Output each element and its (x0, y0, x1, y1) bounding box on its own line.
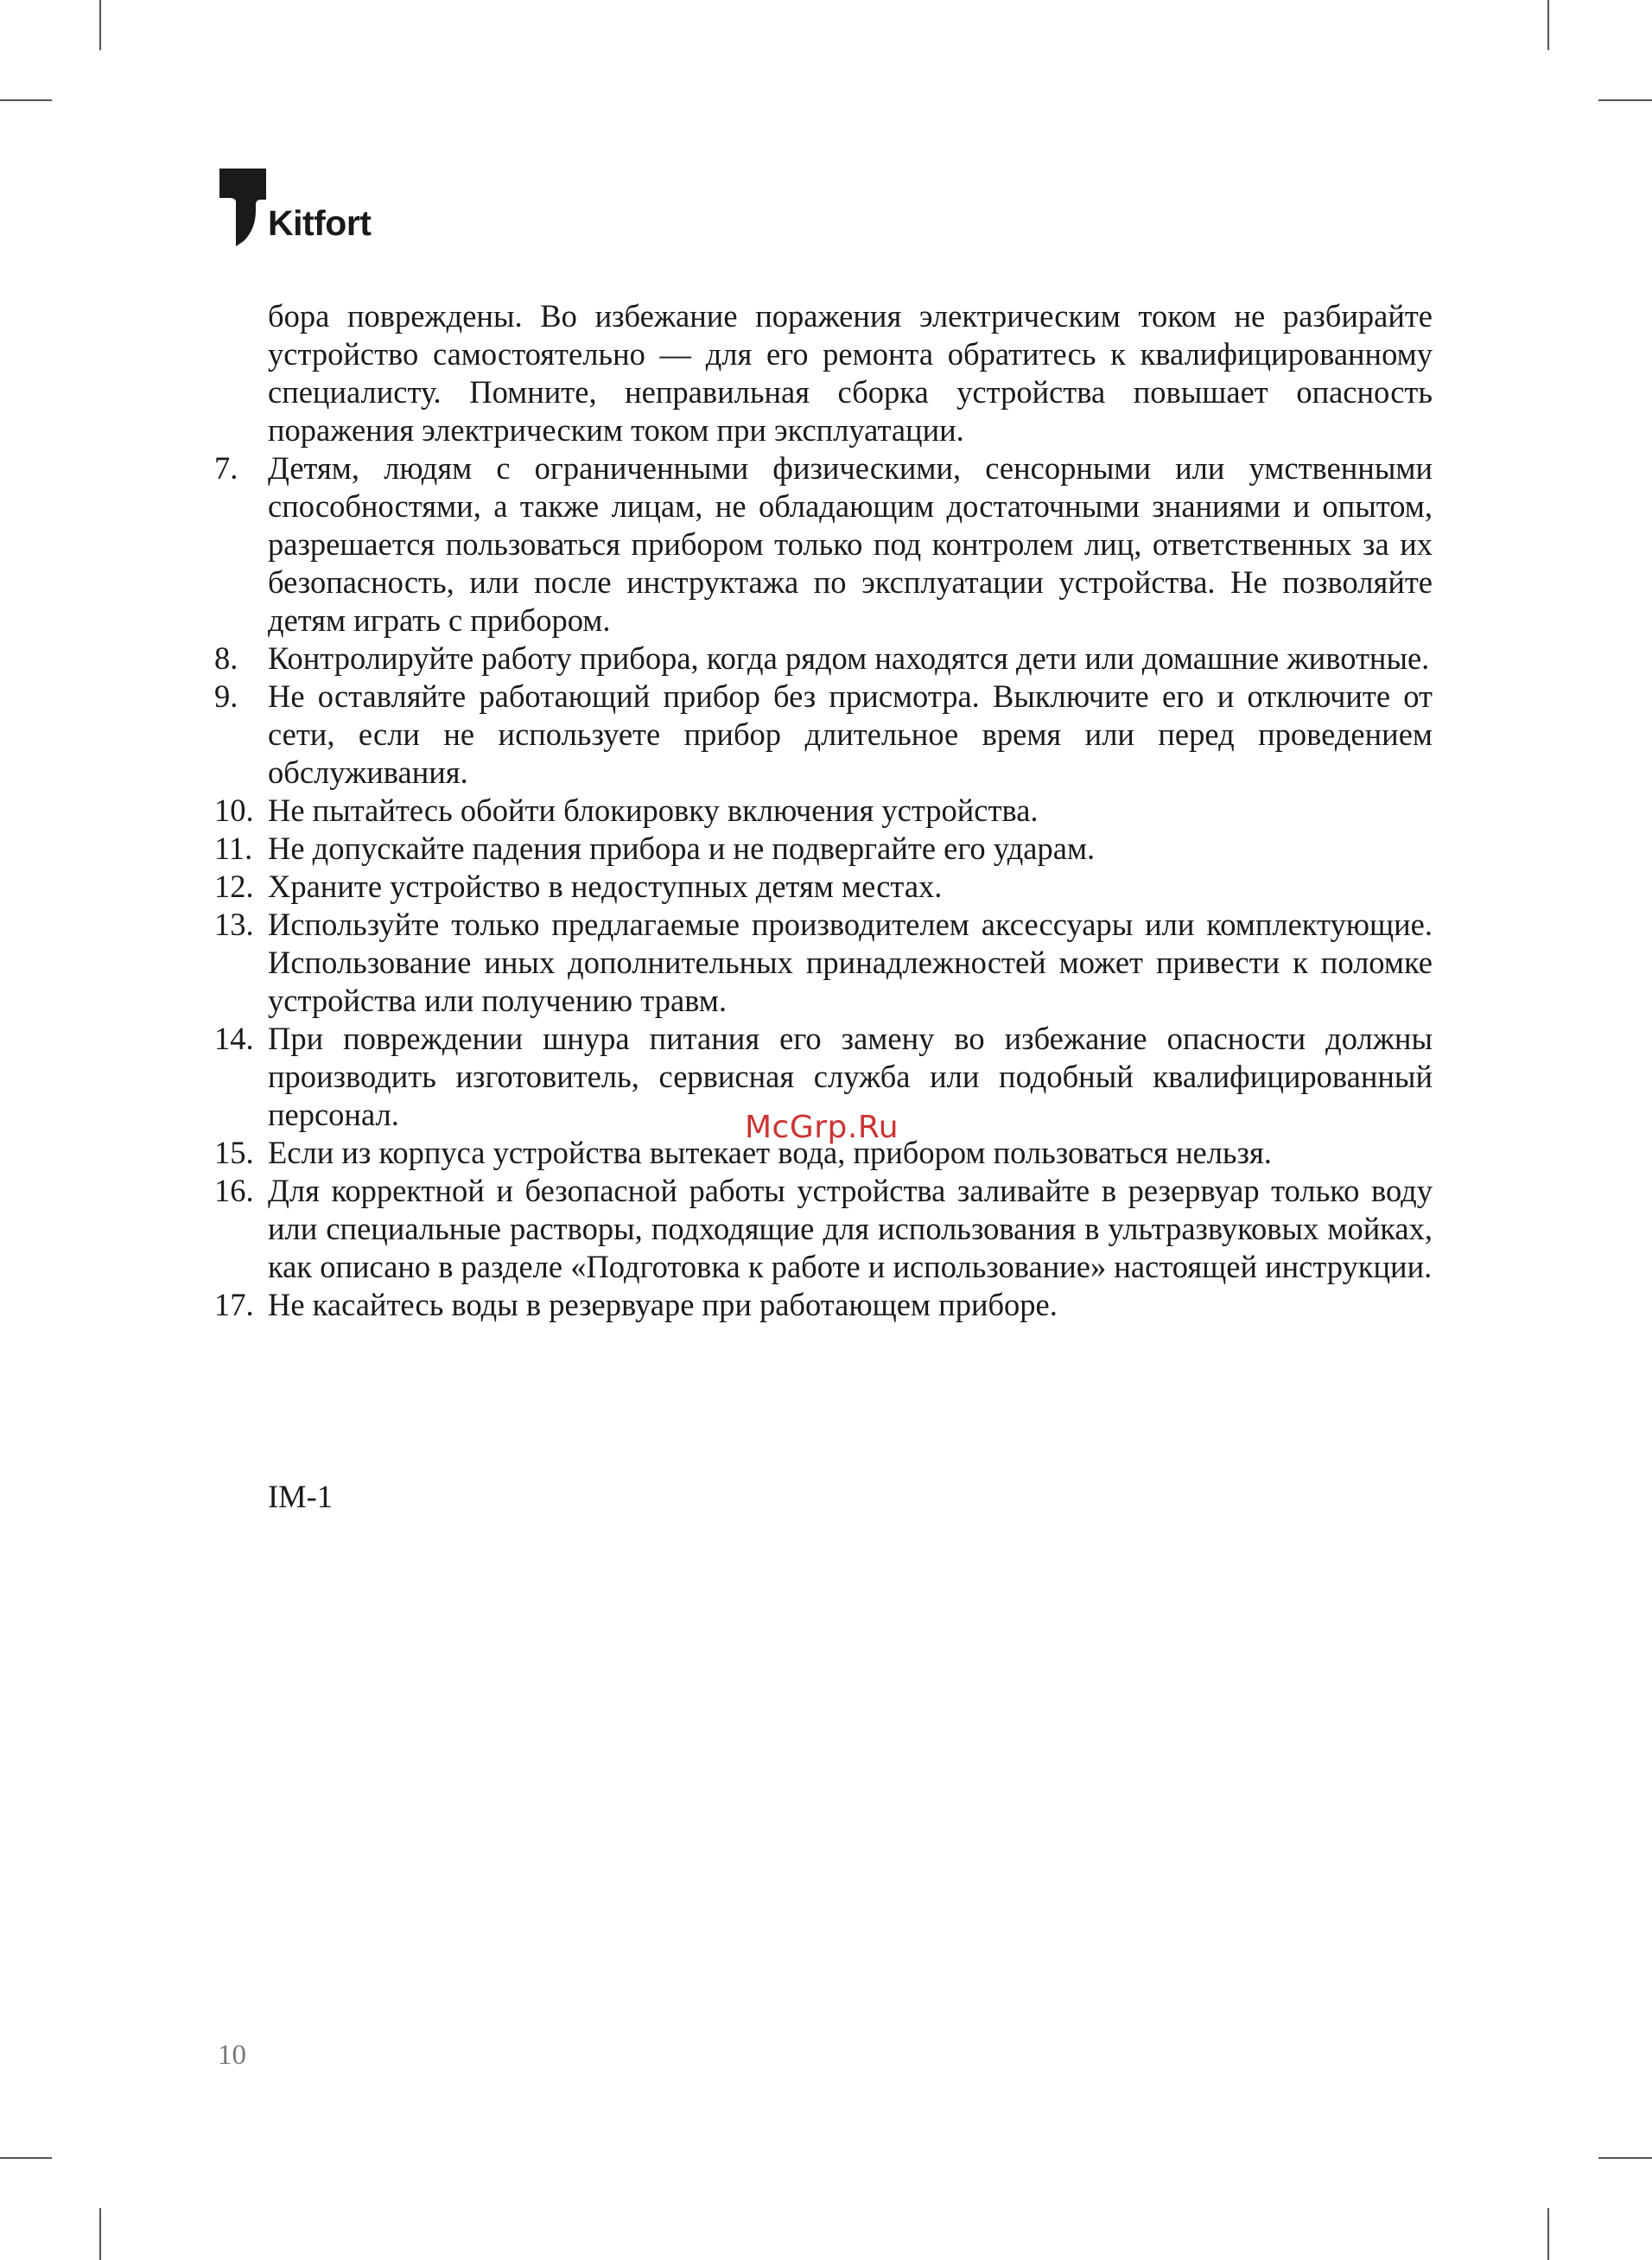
kitfort-logo (218, 167, 391, 249)
brand-name: Kitfort (268, 203, 372, 243)
safety-rules-list (214, 449, 1433, 1324)
crop-mark-top-left-vertical (99, 0, 101, 50)
list-item (214, 640, 1433, 678)
watermark: McGrp.Ru (745, 1110, 899, 1145)
crop-mark-bottom-right-horizontal (1598, 2157, 1652, 2159)
list-item-number: 16. (214, 1173, 254, 1208)
list-item (214, 1172, 1433, 1286)
list-item (214, 792, 1433, 830)
list-item-number: 13. (214, 907, 254, 942)
list-item-number: 8. (214, 640, 238, 676)
list-item-text: Контролируйте работу прибора, когда рядом находятся дети или домашние животные. (268, 640, 1430, 676)
list-item-text: Храните устройство в недоступных детям местах. (268, 869, 943, 904)
crop-mark-bottom-left-vertical (99, 2208, 101, 2260)
list-item (214, 449, 1433, 640)
document-body (214, 297, 1433, 1324)
list-item-number: 15. (214, 1135, 254, 1170)
crop-mark-top-right-vertical (1547, 0, 1549, 50)
list-item (214, 678, 1433, 792)
crop-mark-bottom-left-horizontal (0, 2157, 52, 2159)
list-item-number: 17. (214, 1287, 254, 1322)
list-item-text: Не пытайтесь обойти блокировку включения устройства. (268, 793, 1039, 828)
document-code: IM-1 (268, 1479, 334, 1514)
intro-paragraph: бора повреждены. Во избежание поражения электрическим током не разбирайте устройство самостоятельно — для его ремонта обратитесь к квалифицированному специалисту. Помните, неправильная сборка устройства повышает опасность поражения электрическим током при эксплуатации. (268, 298, 1433, 448)
list-item-text: Не оставляйте работающий прибор без присмотра. Выключите его и отключите от сети, если не используете прибор длительное время или перед проведением обслуживания. (268, 678, 1433, 790)
list-item-number: 9. (214, 678, 238, 714)
kitfort-logo-mark-icon (218, 167, 270, 249)
list-item (214, 868, 1433, 906)
list-item-text: Если из корпуса устройства вытекает вода, прибором пользоваться нельзя. (268, 1135, 1272, 1170)
list-item-text: Не допускайте падения прибора и не подвергайте его ударам. (268, 831, 1096, 866)
crop-mark-bottom-right-vertical (1547, 2208, 1549, 2260)
list-item-number: 7. (214, 450, 238, 486)
crop-mark-top-right-horizontal (1598, 99, 1652, 101)
list-item (214, 830, 1433, 868)
page-number: 10 (218, 2040, 246, 2071)
list-item-number: 11. (214, 831, 253, 866)
list-item-number: 10. (214, 793, 254, 828)
list-item-text: Используйте только предлагаемые производителем аксессуары или комплектующие. Использование иных дополнительных принадлежностей может привести к поломке устройства или получению травм. (268, 907, 1433, 1018)
list-item-text: При повреждении шнура питания его замену во избежание опасности должны производить изготовитель, сервисная служба или подобный квалифицированный персонал. (268, 1021, 1433, 1132)
list-item (214, 906, 1433, 1020)
list-item-number: 12. (214, 869, 254, 904)
crop-mark-top-left-horizontal (0, 99, 52, 101)
list-item-text: Для корректной и безопасной работы устройства заливайте в резервуар только воду или специальные растворы, подходящие для использования в ультразвуковых мойках, как описано в разделе «Подготовка к работе и использование» настоящей инструкции. (268, 1173, 1433, 1284)
list-item (214, 1286, 1433, 1324)
list-item-text: Детям, людям с ограниченными физическими, сенсорными или умственными способностями, а также лицам, не обладающим достаточными знаниями и опытом, разрешается пользоваться прибором только под контролем лиц, ответственных за их безопасность, или после инструктажа по эксплуатации устройства. Не позволяйте детям играть с прибором. (268, 450, 1433, 638)
list-item-number: 14. (214, 1021, 254, 1056)
list-item-text: Не касайтесь воды в резервуаре при работающем приборе. (268, 1287, 1058, 1322)
